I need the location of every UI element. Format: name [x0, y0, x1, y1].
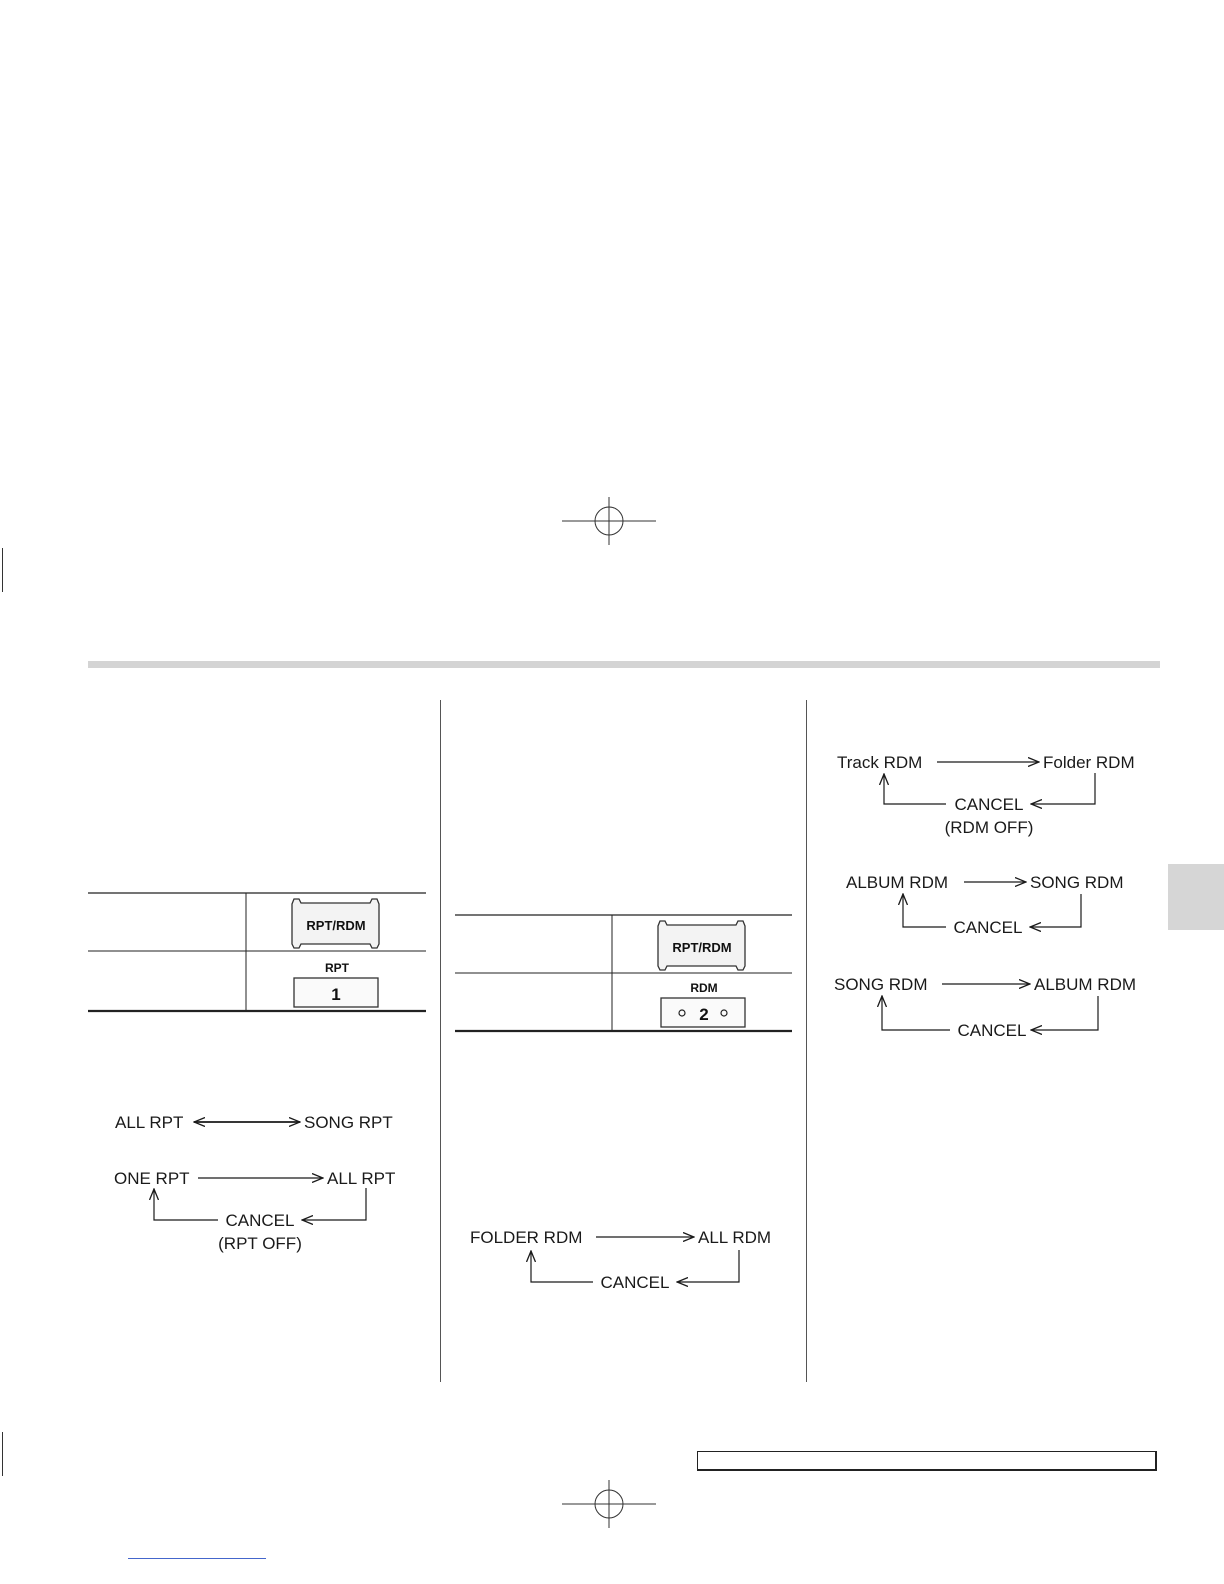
right-diagram-b-cancel-label: CANCEL	[953, 918, 1023, 937]
middle-diagram-start-label: FOLDER RDM	[470, 1228, 583, 1247]
right-diagram-c-cancel-label: CANCEL	[957, 1021, 1027, 1040]
left-diagram-rpt-cycle	[114, 1169, 395, 1253]
middle-button-label: RPT/RDM	[672, 940, 732, 955]
left-diagram-all-song-rpt	[115, 1113, 393, 1132]
left-diagram-b-end-label: ALL RPT	[327, 1169, 396, 1188]
right-diagram-c-start-label: SONG RDM	[834, 975, 928, 994]
right-diagram-a-start-label: Track RDM	[837, 753, 923, 772]
right-diagram-a-cancel-label: CANCEL	[954, 795, 1024, 814]
registration-mark-top	[562, 497, 656, 545]
right-diagram-b-end-label: SONG RDM	[1030, 873, 1124, 892]
left-diagram-b-cancel-note: (RPT OFF)	[218, 1234, 302, 1253]
left-diagram-a-left-label: ALL RPT	[115, 1113, 184, 1132]
left-indicator-label: RPT	[325, 961, 349, 975]
right-diagram-b-start-label: ALBUM RDM	[846, 873, 949, 892]
right-diagram-song-album-rdm	[834, 975, 1136, 1040]
left-rpt-indicator	[294, 961, 378, 1007]
registration-mark-bottom	[562, 1480, 656, 1528]
left-diagram-b-start-label: ONE RPT	[114, 1169, 190, 1188]
middle-indicator-label: RDM	[690, 981, 718, 995]
right-diagram-track-folder-rdm	[837, 753, 1135, 837]
right-diagram-a-cancel-note: (RDM OFF)	[944, 818, 1034, 837]
middle-diagram-cancel-label: CANCEL	[600, 1273, 670, 1292]
left-diagram-a-right-label: SONG RPT	[304, 1113, 393, 1132]
middle-indicator-number: 2	[699, 1005, 709, 1024]
middle-diagram-rdm-cycle	[470, 1228, 771, 1292]
left-rpt-rdm-button-icon	[292, 899, 379, 948]
right-diagram-a-end-label: Folder RDM	[1043, 753, 1135, 772]
middle-rpt-rdm-button-icon	[658, 921, 745, 970]
left-diagram-b-cancel-label: CANCEL	[225, 1211, 295, 1230]
middle-rdm-indicator	[661, 981, 745, 1027]
left-button-label: RPT/RDM	[306, 918, 366, 933]
middle-diagram-end-label: ALL RDM	[698, 1228, 772, 1247]
right-diagram-album-song-rdm	[846, 873, 1124, 937]
right-diagram-c-end-label: ALBUM RDM	[1034, 975, 1137, 994]
left-indicator-number: 1	[331, 985, 341, 1004]
